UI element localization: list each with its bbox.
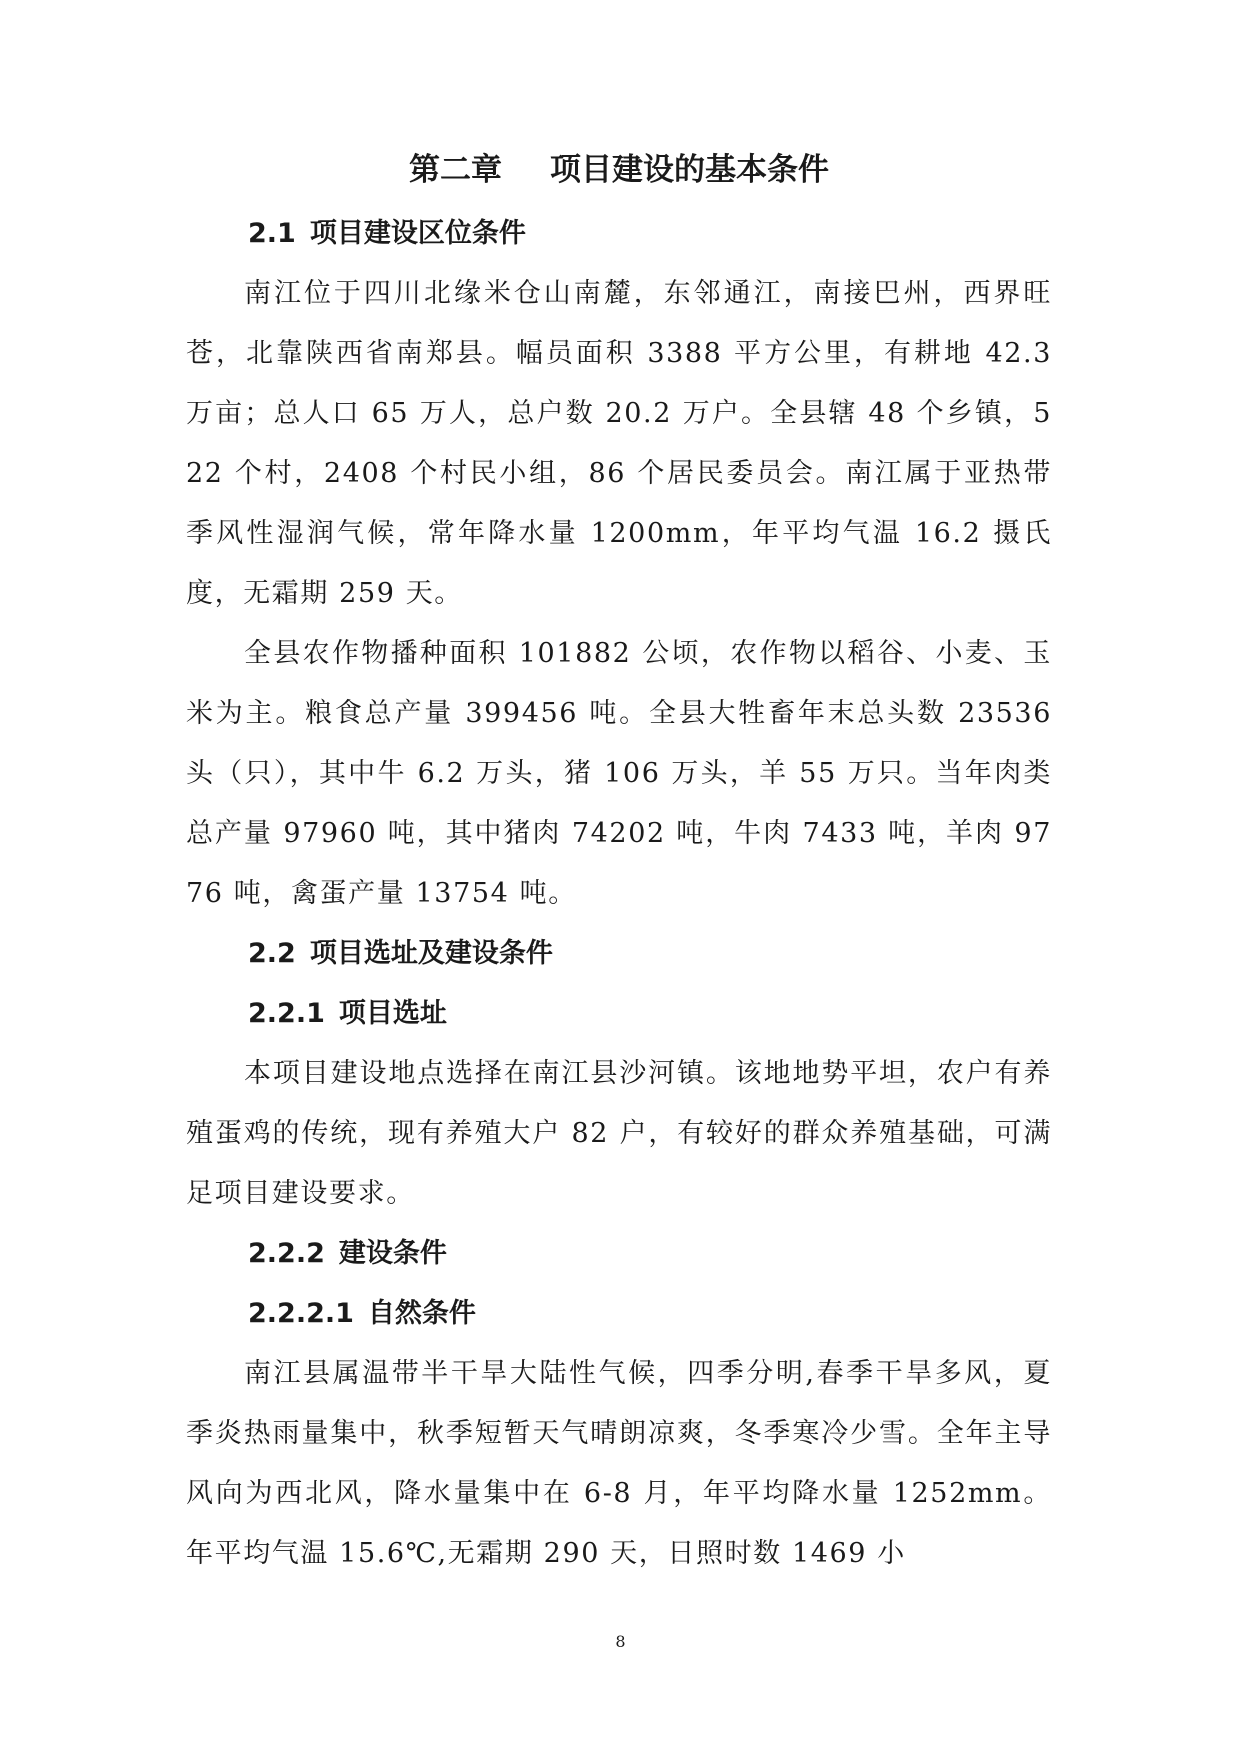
- paragraph-site-selection: 本项目建设地点选择在南江县沙河镇。该地地势平坦，农户有养殖蛋鸡的传统，现有养殖大户 82 户，有较好的群众养殖基础，可满足项目建设要求。: [186, 1058, 1052, 1209]
- section-heading-2-2: [186, 924, 1052, 984]
- section-title: 建设条件: [338, 1238, 447, 1269]
- section-title: 项目选址及建设条件: [309, 938, 553, 969]
- paragraph-location: 南江位于四川北缘米仓山南麓，东邻通江，南接巴州，西界旺苍，北靠陕西省南郑县。幅员面积 3388 平方公里，有耕地 42.3 万亩；总人口 65 万人，总户数 20.2 万户。全县辖 48 个乡镇，522 个村，2408 个村民小组，86 个居民委员会。南江属于亚热带季风性湿润气候，常年降水量 1200mm，年平均气温 16.2 摄氏度，无霜期 259 天。: [186, 278, 1052, 609]
- section-number: 2.2.2.1: [248, 1298, 354, 1329]
- section-heading-2-1: [186, 204, 1052, 264]
- section-heading-2-2-2-1: [186, 1284, 1052, 1344]
- chapter-name: 项目建设的基本条件: [550, 152, 829, 188]
- section-number: 2.1: [248, 218, 296, 249]
- chapter-label: 第二章: [409, 152, 502, 188]
- chapter-title: [186, 148, 1052, 192]
- section-title: 项目建设区位条件: [309, 218, 526, 249]
- page-number: 8: [615, 1632, 626, 1651]
- paragraph-agriculture: 全县农作物播种面积 101882 公顷，农作物以稻谷、小麦、玉米为主。粮食总产量 399456 吨。全县大牲畜年末总头数 23536 头（只），其中牛 6.2 万头，猪 106 万头，羊 55 万只。当年肉类总产量 97960 吨，其中猪肉 74202 吨，牛肉 7433 吨，羊肉 9776 吨，禽蛋产量 13754 吨。: [186, 638, 1052, 909]
- section-heading-2-2-1: [186, 984, 1052, 1044]
- section-title: 项目选址: [338, 998, 447, 1029]
- page-content: [186, 148, 1052, 1584]
- paragraph-natural-conditions: 南江县属温带半干旱大陆性气候，四季分明,春季干旱多风，夏季炎热雨量集中，秋季短暂天气晴朗凉爽，冬季寒冷少雪。全年主导风向为西北风，降水量集中在 6-8 月，年平均降水量 1252mm。年平均气温 15.6℃,无霜期 290 天，日照时数 1469 小: [186, 1358, 1052, 1569]
- section-number: 2.2.2: [248, 1238, 325, 1269]
- section-number: 2.2.1: [248, 998, 325, 1029]
- section-heading-2-2-2: [186, 1224, 1052, 1284]
- section-number: 2.2: [248, 938, 296, 969]
- section-title: 自然条件: [367, 1298, 476, 1329]
